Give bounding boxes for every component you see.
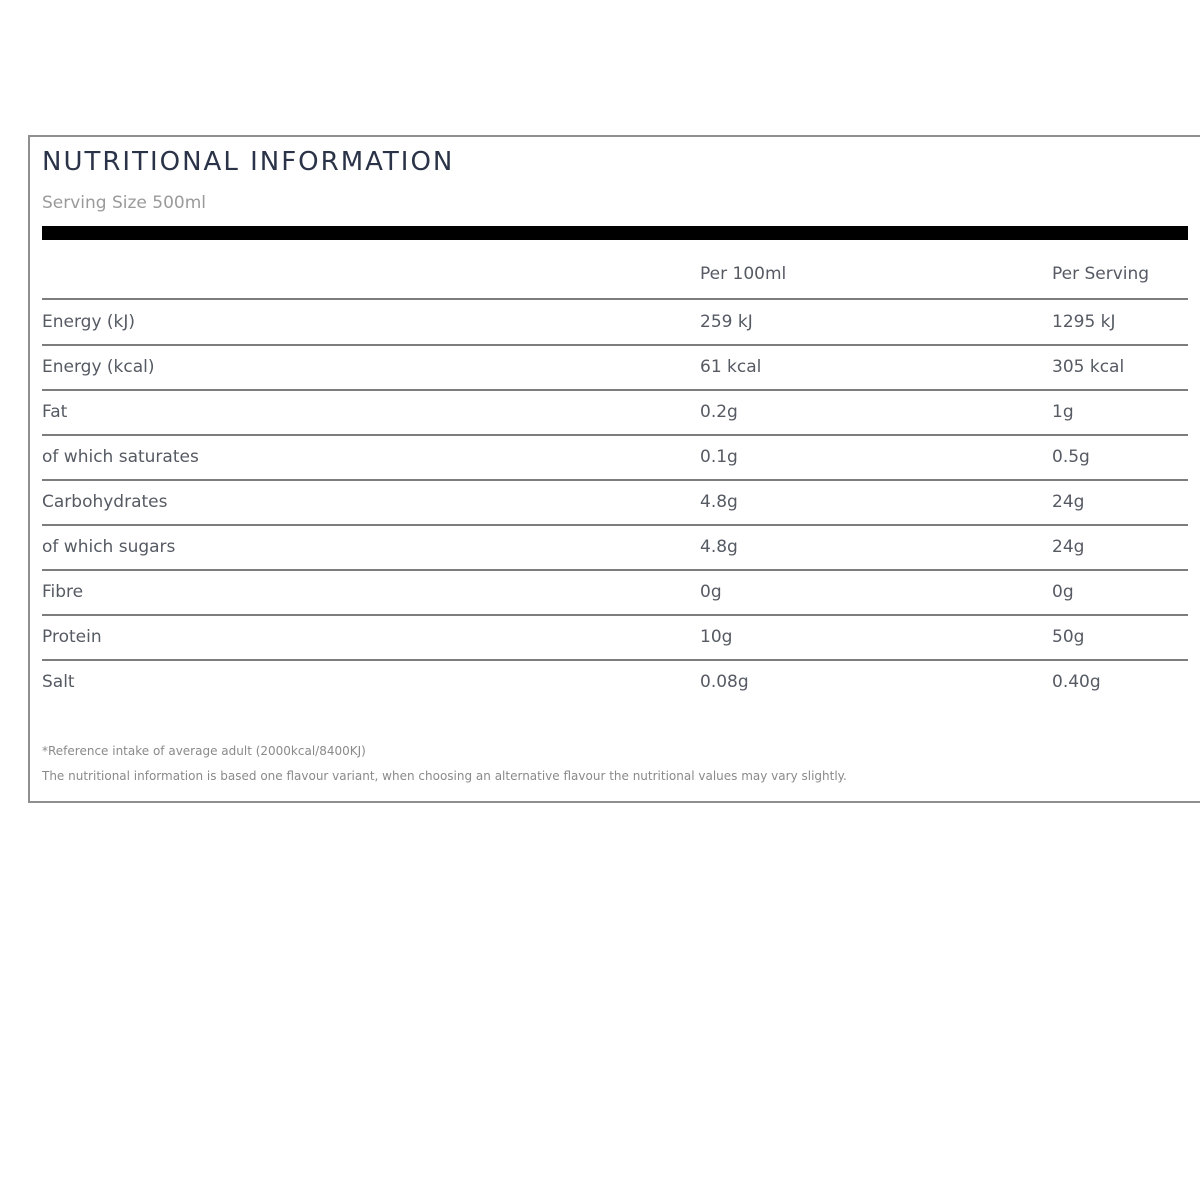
nutrient-name: of which sugars [42,537,176,557]
table-row [42,480,1188,526]
panel-title: NUTRITIONAL INFORMATION [42,147,455,177]
per-100ml-value: 4.8g [700,492,738,512]
nutrient-name: Energy (kJ) [42,312,136,332]
per-100ml-value: 0g [700,582,722,602]
nutrient-name: Protein [42,627,102,647]
nutrient-name: Energy (kcal) [42,357,155,377]
serving-size: Serving Size 500ml [42,193,207,213]
table-row [42,345,1188,391]
table-header [42,250,1188,300]
table-row [42,300,1188,346]
table-row [42,570,1188,616]
heading-divider [42,226,1188,240]
per-serving-value: 1295 kJ [1052,312,1116,332]
per-serving-value: 24g [1052,537,1085,557]
per-serving-value: 305 kcal [1052,357,1125,377]
table-row [42,660,1188,704]
nutrition-panel [28,135,1200,803]
per-100ml-value: 0.2g [700,402,738,422]
per-100ml-value: 259 kJ [700,312,753,332]
table-row [42,525,1188,571]
per-100ml-value: 0.08g [700,672,749,692]
nutrient-name: Fibre [42,582,84,602]
table-row [42,435,1188,481]
reference-intake-note: *Reference intake of average adult (2000kcal/8400KJ) [42,744,366,758]
per-serving-value: 0g [1052,582,1074,602]
per-100ml-value: 10g [700,627,733,647]
column-header-per-serving: Per Serving [1052,264,1150,284]
per-serving-value: 0.5g [1052,447,1090,467]
per-100ml-value: 61 kcal [700,357,762,377]
per-100ml-value: 4.8g [700,537,738,557]
table-row [42,390,1188,436]
nutrient-name: Salt [42,672,75,692]
column-header-per-100ml: Per 100ml [700,264,787,284]
per-100ml-value: 0.1g [700,447,738,467]
per-serving-value: 1g [1052,402,1074,422]
table-row [42,615,1188,661]
per-serving-value: 0.40g [1052,672,1101,692]
nutrient-name: of which saturates [42,447,199,467]
flavour-variant-note: The nutritional information is based one flavour variant, when choosing an alternative flavour the nutritional values may vary slightly. [42,769,847,783]
per-serving-value: 24g [1052,492,1085,512]
per-serving-value: 50g [1052,627,1085,647]
nutrient-name: Carbohydrates [42,492,168,512]
nutrient-name: Fat [42,402,68,422]
